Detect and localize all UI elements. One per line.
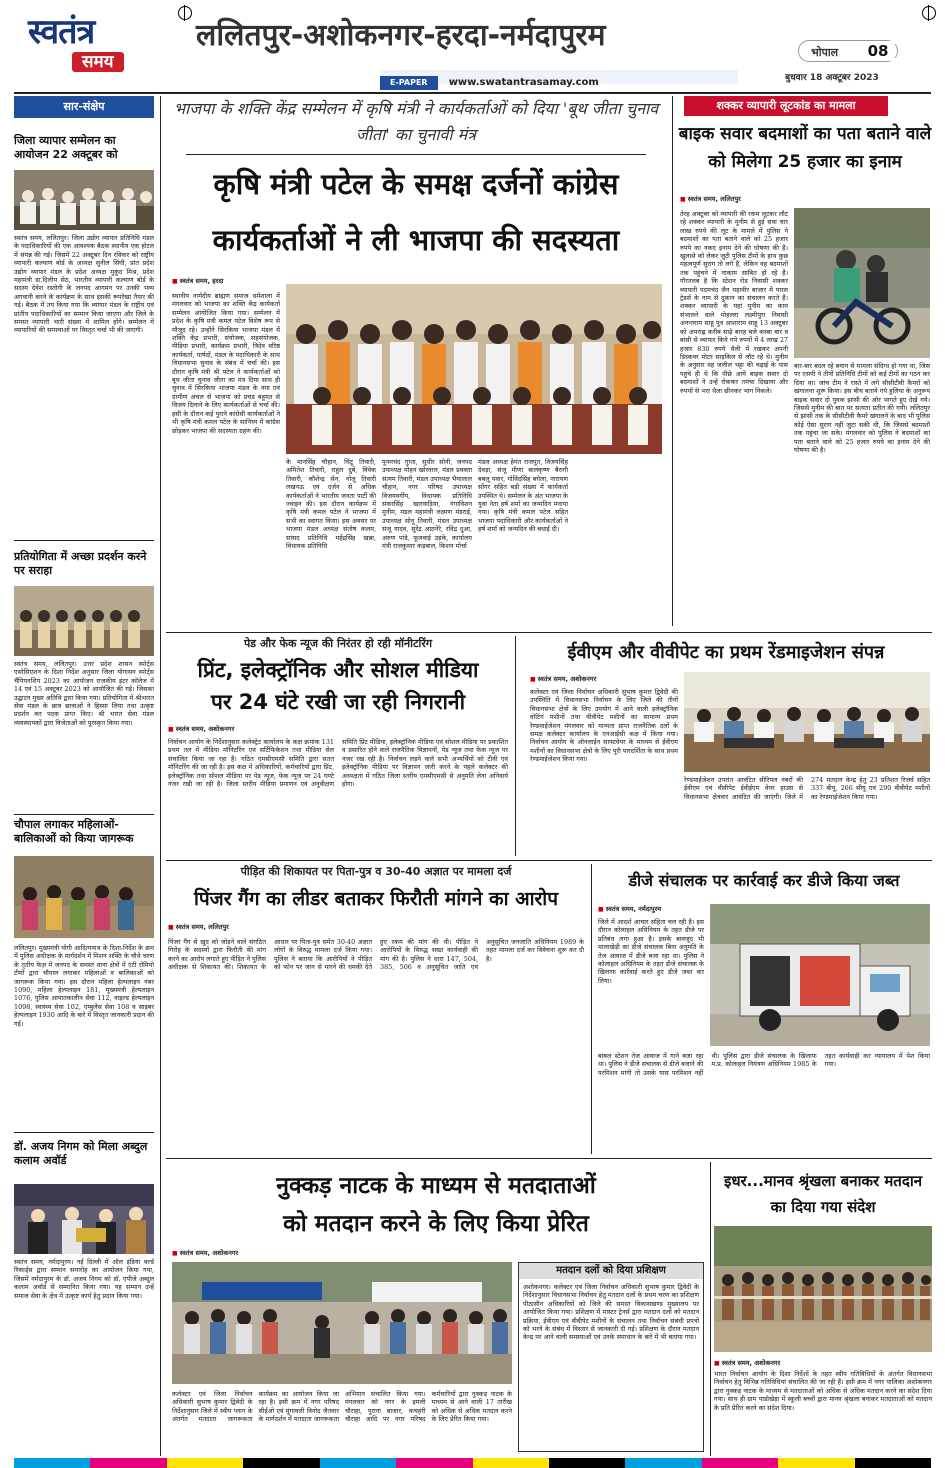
pizar-body: पिंजर गैंग से खुद को जोड़ने वाले संगठित गिरोह के सदस्यों द्वारा फिरौती की मांग करने का आरोप लगाते हुए पीड़ित ने पुलिस अधीक्षक से शिकायत की। शिकायत के आधार पर पिता-पुत्र समेत 30-40 अज्ञात लोगों के विरुद्ध मामला दर्ज किया गया। पुलिस ने बताया कि आरोपियों ने पीड़ित को फोन पर जान से मारने की धमकी देते हुए रकम की मांग की थी। पीड़ित ने आरोपियों के विरुद्ध सख्त कार्यवाही की मांग की है। पुलिस ने धारा 147, 504, 385, 506 व अनुसूचित जाति एवं अनुसूचित जनजाति अधिनियम 1989 के तहत मामला दर्ज कर विवेचना शुरू कर दी है। <box>168 938 584 972</box>
sidebar-item-body: स्वतंत्र समय, ललितपुर। जिला उद्योग व्यापार प्रतिनिधि मंडल के पदाधिकारियों की एक आवश्यक बैठक स्थानीय एक होटल में संपन्न की गई। जिसमें 22 अक्टूबर दिन रविवार को राष्ट्रीय व्यापारी कल्याण बोर्ड के अध्यक्ष सुनील सिंघी, प्रांत प्रदेश उद्योग व्यापार मंडल के प्रदेश अध्यक्ष मुकुंद मिश्र, प्रदेश महामंत्री डा.दिलीप सेठ, भारतीय व्यापारी कल्याण बोर्ड के सदस्य देवेश रस्तोगी के जनपद आगमन पर उनकी भव्य अगवानी करने के कार्यक्रम के साथ इसकी रूपरेखा तैयार की गई। बैठक में तय किया गया कि व्यापार मंडल के राष्ट्रीय एवं प्रांतीय पदाधिकारियों का सम्मान किया जाएगा और जिले के समस्त व्यापारी भारी संख्या में शामिल होंगे। सम्मेलन में व्यापारियों की समस्याओं पर विस्तृत चर्चा भी की जाएगी। <box>14 234 154 335</box>
evm-photo <box>684 672 930 772</box>
color-swatch <box>702 1458 778 1468</box>
reward-photo <box>794 208 930 358</box>
sidebar-photo-yoga <box>14 586 154 656</box>
color-swatch <box>855 1458 931 1468</box>
section-rule <box>166 860 932 861</box>
sidebar-divider <box>14 814 154 815</box>
sidebar-divider <box>14 1132 154 1133</box>
logo <box>28 12 168 82</box>
sidebar-item-body: स्वतंत्र समय, ललितपुर। उत्तर प्रदेश शासन स्पोर्ट्स एसोसिएशन के दिशा निर्देश अनुसार जिला योगासन स्पोर्ट्स चैंपियनशिप 2023 का आयोजन राजकीय इंटर कॉलेज में 14 एवं 15 अक्टूबर 2023 को आयोजित की गई। जिसका उद्घाटन मुख्य अतिथि द्वारा किया गया। प्रतियोगिता में श्रीभारत सेवा मंडल के छात्र छात्राओं ने हिस्सा लिया तथा उत्कृष्ट प्रदर्शन कर पदक प्राप्त किए। श्री भारत सेवा मंडल व्यवस्थापकों द्वारा विजेताओं को पुरस्कृत किया गया। <box>14 660 154 727</box>
lead-column-4: मंडल अध्यक्ष हेमंत राजपूत, विजयसिंह देवड़ा, संजू मीणा बालकृष्ण बैरागी बबलू पवार, गोविंदसिंह बघेला, नारायण सोंगर सहित बड़ी संख्या में कार्यकर्ता उपस्थित थे। सम्मेलन के अंत भाजपा के युवा नेता हर्ष शर्मा का जन्मदिन मनाया गया। कृषि मंत्री कमल पटेल सहित भाजपा पदाधिकारी और कार्यकर्ताओं ने हर्ष शर्मा को जन्मदिन की बधाई दी। <box>478 458 568 534</box>
page-number: 08 <box>861 41 895 61</box>
color-swatch <box>778 1458 854 1468</box>
training-box <box>518 1262 704 1452</box>
column-divider <box>160 96 161 1456</box>
sidebar-photo-chaupal <box>14 856 154 938</box>
street-play-story <box>166 1162 706 1456</box>
edition-title: ललितपुर-अशोकनगर-हरदा-नर्मदापुरम <box>196 18 606 53</box>
pizar-kicker: पीड़ित की शिकायत पर पिता-पुत्र व 30-40 अज्ञात पर मामला दर्ज <box>240 865 512 878</box>
masthead-rule <box>14 92 931 94</box>
students-human-chain-photo-icon <box>714 1226 932 1352</box>
dj-headline: डीजे संचालक पर कार्रवाई कर डीजे किया जब्त <box>628 871 900 890</box>
epaper-label: E-PAPER <box>380 76 438 90</box>
color-calibration-bar <box>14 1458 931 1468</box>
page-info <box>798 40 898 62</box>
color-swatch <box>14 1458 90 1468</box>
lead-headline-line2: कार्यकर्ताओं ने ली भाजपा की सदस्यता <box>212 223 620 257</box>
color-swatch <box>473 1458 549 1468</box>
sidebar-item-title: चौपाल लगाकर महिलाओं-बालिकाओं को किया जागरूक <box>14 818 134 845</box>
meeting-photo-icon <box>14 170 154 230</box>
sidebar-photo-award <box>14 1184 154 1254</box>
color-swatch <box>320 1458 396 1468</box>
color-swatch <box>90 1458 166 1468</box>
monitoring-body: निर्वाचन आयोग के निर्देशानुसार कलेक्ट्रेट कार्यालय के कक्ष क्रमांक 131 प्रथम तल में मीडिया मॉनिटरिंग एवं सर्टिफिकेशन तथा मीडिया सेल संचालित किया जा रहा है। गठित एमसीएमसी समिति द्वारा सतत मॉनिटरिंग की जा रही है। इस कक्ष में अधिकारियों, कर्मचारियों द्वारा प्रिंट, इलेक्ट्रॉनिक तथा सोशल मीडिया पर पेड न्यूज, फेक न्यूज पर 24 घण्टे नजर रखी जा रही है। जिला स्तरीय मीडिया प्रमाणन एवं अनुवीक्षण समिति प्रिंट मीडिया, इलेक्ट्रॉनिक मीडिया एवं सोशल मीडिया पर प्रकाशित व प्रसारित होने वाले राजनैतिक विज्ञापनों, पेड न्यूज तथा फेक न्यूज पर नजर रख रही है। निर्वाचन लड़ने वाले सभी अभ्यर्थियों को टीवी एवं इलेक्ट्रॉनिक मीडिया पर विज्ञापन जारी करने के पहले कलेक्टर की अध्यक्षता में गठित जिला स्तरीय एमसीएमसी से अनुमति लेना अनिवार्य होगा। <box>168 738 508 789</box>
dj-body-2: बाबल स्टेशन तेज आवाज में गाने बजा रहा था। पुलिस ने डीजे संचालक से डीजे बजाने की परमिशन मांगी तो उसके पास परमिशन नहीं थी। पुलिस द्वारा डीजे संचालक के खिलाफ म.प्र. कोलाहल नियंत्रण अधिनियम 1985 के तहत कार्यवाही कर न्यायालय में पेश किया गया। <box>598 1052 930 1077</box>
lead-column-2: के मानसिंह चौहान, चिंटू तिवारी, अमितेश तिवारी, राहुल दुबे, विवेक तिवारी, कौशेन्द्र सेन, गोलू तिवारी लखनऊ एवं दर्जन से अधिक कार्यकर्ताओं ने भारतीय जनता पार्टी की ज्वाइन की। इस दौरान कार्यक्रम में कृषि मंत्री कमल पटेल ने भाजपा में सभी का स्वागत किया। इस अवसर पर भाजपा मंडल अध्यक्ष संतोष कलम, सांसद प्रतिनिधि महेंद्रसिंह खन्ना, विधायक प्रतिनिधि <box>286 458 376 551</box>
pizar-byline: ■ स्वतंत्र समय, ललितपुर <box>168 922 229 931</box>
issue-date: बुधवार 18 अक्टूबर 2023 <box>785 73 879 83</box>
training-title: मतदान दलों को दिया प्रशिक्षण <box>519 1263 703 1279</box>
monitoring-headline-line2: पर 24 घंटे रखी जा रही निगरानी <box>210 690 466 714</box>
pizar-story <box>166 864 586 1154</box>
sidebar-item-body: स्वतंत्र समय, नर्मदापुरम। नई दिल्ली में ऑल इंडिया वर्ल्ड रिकार्ड्स द्वारा सम्मान समारोह का आयोजन किया गया, जिसमें नर्मदापुरम के डॉ. अजय निगम को डॉ. एपीजे अब्दुल कलाम अवॉर्ड से सम्मानित किया गया। यह सम्मान उन्हें समाज सेवा के क्षेत्र में उत्कृष्ट कार्य हेतु प्रदान किया गया। <box>14 1258 154 1300</box>
website-link[interactable]: www.swatantrasamay.com <box>448 77 599 88</box>
evm-body-2: रेण्डमाईजेशन उपरांत आवंटित सीरियल नंबरों की ईवीएम एवं वीवीपेट ईवीईएम वेयर हाउस से विधानसभा क्षेत्रवार आवंटित की जाएंगी। जिले में 274 मतदान केन्द्र हेतु 23 प्रतिशत रिजर्व सहित 337 बीयू, 266 सीयू एवं 290 वीवीपेट मशीनों का रेण्डमाईजेशन किया गया। <box>684 776 930 801</box>
color-swatch <box>243 1458 319 1468</box>
color-swatch <box>549 1458 625 1468</box>
sidebar <box>14 96 154 1456</box>
officials-meeting-photo-icon <box>684 672 930 772</box>
women-gathering-photo-icon <box>14 856 154 938</box>
human-chain-headline: इधर...मानव श्रृंखला बनाकर मतदान का दिया गया संदेश <box>723 1172 923 1216</box>
reward-headline: बाइक सवार बदमाशों का पता बताने वाले को मिलेगा 25 हजार का इनाम <box>678 124 932 172</box>
sidebar-item-body: ललितपुर। मुख्यमंत्री योगी आदित्यनाथ के दिशा-निर्देश के क्रम में पुलिस अधीक्षक के मार्गदर्शन में मिशन शक्ति के चौथे चरण के तृतीय फेज़ में जनपद के समस्त थाना क्षेत्रों में एंटी रोमियो टीमों द्वारा चौपाल लगाकर महिलाओं व बालिकाओं को जागरूक किया गया। इस दौरान महिला हेल्पलाइन नंबर 1090, महिला हेल्पलाइन 181, मुख्यमंत्री हेल्पलाइन 1076, पुलिस आपातकालीन सेवा 112, वाइल्ड हेल्पलाइन 1098, स्वास्थ्य सेवा 102, एम्बुलेंस सेवा 108 व साइबर हेल्पलाइन 1930 आदि के बारे में विस्तृत जानकारी प्रदान की गई। <box>14 944 154 1028</box>
monitoring-byline: ■ स्वतंत्र समय, अशोकनगर <box>168 724 234 733</box>
dj-byline: ■ स्वतंत्र समय, नर्मदापुरम <box>598 904 661 913</box>
column-divider <box>515 636 516 856</box>
column-divider <box>710 1162 711 1456</box>
evm-byline: ■ स्वतंत्र समय, अशोकनगर <box>530 674 596 683</box>
street-play-crowd-photo-icon <box>172 1262 512 1384</box>
epaper-bar <box>380 70 738 88</box>
evm-headline: ईवीएम और वीवीपेट का प्रथम रेंडमाइजेशन संपन्न <box>567 642 885 663</box>
street-play-byline: ■ स्वतंत्र समय, अशोकनगर <box>172 1248 238 1257</box>
monitoring-story <box>166 636 510 856</box>
street-play-photo <box>172 1262 512 1384</box>
masthead <box>0 0 945 92</box>
students-photo-icon <box>14 586 154 656</box>
sidebar-section-label: सार-संक्षेप <box>14 96 154 118</box>
color-swatch <box>625 1458 701 1468</box>
cctv-bike-photo-icon <box>794 208 930 358</box>
lead-headline-line1: कृषि मंत्री पटेल के समक्ष दर्जनों कांग्रेस <box>213 167 619 201</box>
street-play-body: कलेक्टर एवं जिला निर्वाचन अधिकारी सुभाष कुमार द्विवेदी के निर्देशानुसार जिले में स्वीप प्लान के अंतर्गत मतदाता जागरूकता कार्यक्रम का आयोजन किया जा रहा है। इसी क्रम में नगर परिषद सीईओ एवं मुंगावली विनोद जैतवार के मार्गदर्शन में मतदाता जागरूकता अभियान संचालित किया गया। मंगलवार को नगर के इमली चौराहा, पुराना बाजार, कचहरी चौराहा आदि पर नगर परिषद कर्मचारियों द्वारा नुक्कड़ नाटक के माध्यम से आने वाली 17 तारीख को अधिक से अधिक मतदान करने के लिए प्रेरित किया गया। <box>172 1390 512 1424</box>
lead-story <box>166 96 666 626</box>
sidebar-item-title: प्रतियोगिता में अच्छा प्रदर्शन करने पर सराहा <box>14 550 147 577</box>
dj-photo <box>710 904 930 1046</box>
logo-bottom: समय <box>72 52 124 72</box>
monitoring-headline-line1: प्रिंट, इलेक्ट्रॉनिक और सोशल मीडिया <box>197 658 479 682</box>
evm-story <box>520 636 932 856</box>
color-swatch <box>396 1458 472 1468</box>
sidebar-divider <box>14 540 154 541</box>
registration-mark-icon <box>922 6 936 20</box>
training-body: अशोकनगर। कलेक्टर एवं जिला निर्वाचन अधिकारी सुभाष कुमार द्विवेदी के निर्देशानुसार विधानसभा निर्वाचन हेतु मतदान दलों के प्रथम चरण का प्रशिक्षण पीठासीन अधिकारियों को जिले की समस्त विकासखण्ड मुख्यालय पर आयोजित किया गया। प्रशिक्षण में मास्टर ट्रेनर्स द्वारा मतदान दलों को मतदान प्रक्रिया, ईवीएम एवं वीवीपेट मशीनों के संचालन तथा निर्वाचन संबंधी प्रपत्रों को भरने के संबंध में विस्तार से जानकारी दी गई। प्रशिक्षण के दौरान मतदान केन्द्र पर आने वाली समस्याओं एवं उनके समाधान के बारे में भी बताया गया। <box>523 1283 699 1342</box>
kicker-rule <box>186 154 646 155</box>
sidebar-photo-meeting <box>14 170 154 230</box>
sidebar-item-title: जिला व्यापार सम्मेलन का आयोजन 22 अक्टूबर को <box>14 134 118 161</box>
human-chain-story <box>714 1162 932 1456</box>
city-label: भोपाल <box>811 46 839 59</box>
reward-body-2: बार-बार बदल रहे बयान से मामला संदिग्ध हो गया था, जिस पर एसपी ने तीनों प्रतिनिधि टीमों को कई टीमों का गठन कर दिया था। जांच टीम ने रास्ते में लगे सीसीटीवी कैमरों को खंगालना शुरू किया। इस बीच बताये गये हुलिया के अनुरूप बाइक सवार दो युवक झांसी की ओर भागते हुए देखे गये। जिससे मुनीम की बात पर सत्यता प्रतीत की गयी। ललितपुर से झांसी तक के सीसीटीवी कैमरे खंगालने के बाद भी पुलिस कोई ऐसा सुराग नहीं जुटा सकी थी, कि जिससे बदमाशों तक पहुंचा जा सके। मंगलवार को पुलिस ने बदमाशों का पता बताने वाले को 25 हजार रुपये का इनाम देने की घोषणा की है। <box>794 362 930 455</box>
registration-mark-icon <box>178 6 192 20</box>
sidebar-item-title: डॉ. अजय निगम को मिला अब्दुल कलाम अवॉर्ड <box>14 1140 148 1167</box>
column-divider <box>672 96 673 626</box>
monitoring-kicker: पेड और फेक न्यूज की निरंतर हो रही मॉनीटरिंग <box>243 637 433 650</box>
dj-story <box>596 864 932 1154</box>
section-rule <box>166 1158 932 1159</box>
lead-column-1: स्थानीय नार्मदीय ब्राह्मण समाज धर्मशाला में मंगलवार को भाजपा का शक्ति केंद्र कार्यकर्ता सम्मेलन आयोजित किया गया। सम्मेलन में प्रदेश के कृषि मंत्री कमल पटेल विशेष रूप से मौजूद रहे। उन्होंने सिरकिया भाजपा मंडल में शक्ति केंद्र प्रभारी, संयोजक, सहसंयोजक, मीडिया प्रभारी, कार्यक्रम प्रभारी, त्रिदेव वरिष्ठ कार्यकर्ता, पार्षदों, मंडल के पदाधिकारी के साथ विधानसभा चुनाव के संबंध में चर्चा की। इस दौरान कृषि मंत्री श्री पटेल ने कार्यकर्ताओं को बूथ जीता चुनाव जीता का मंत्र दिया साथ ही चुनाव में सिरकिया भाजपा मंडल के नया एवं ग्रामीण अंचल से भाजपा को प्रचंड बहुमत से विजय दिलाने के लिए कार्यकर्ताओं से चर्चा की। इसी के दौरान कई पुराने कांग्रेसी कार्यकर्ताओं ने भी कृषि मंत्री कमल पटेल के सानिध्य में कांग्रेस छोड़कर भाजपा की सदस्यता ग्रहण की। <box>172 292 280 435</box>
lead-byline: ■ स्वतंत्र समय, हरदा <box>172 276 224 285</box>
street-play-headline-line2: को मतदान करने के लिए किया प्रेरित <box>283 1211 589 1237</box>
reward-byline: ■ स्वतंत्र समय, ललितपुर <box>680 194 741 203</box>
color-swatch <box>167 1458 243 1468</box>
section-rule <box>166 632 932 633</box>
award-ceremony-photo-icon <box>14 1184 154 1254</box>
dj-body: जिले में आदर्श आचार संहिता चल रही है। इस दौरान कोलाहल अधिनियम के तहत डीजे पर प्रतिबंध लगा हुआ है। इसके बावजूद भी मालाखेड़ी का डीजे संचालक बिना अनुमति के तेज आवाज में डीजे बजा रहा था। पुलिस ने कोलाहल अधिनियम के तहत डीजे संचालक के खिलाफ कार्रवाई करते हुए डीजे जब्त कर लिया। <box>598 918 704 985</box>
human-chain-byline: ■ स्वतंत्र समय, अशोकनगर <box>714 1358 780 1367</box>
lead-kicker: भाजपा के शक्ति केंद्र सम्मेलन में कृषि मंत्री ने कार्यकर्ताओं को दिया 'बूथ जीता चुनाव जीता' का चुनावी मंत्र <box>173 99 659 144</box>
logo-top: स्वतंत्र <box>28 12 95 52</box>
reward-story <box>678 96 932 626</box>
party-workers-group-photo-icon <box>286 284 662 454</box>
lead-column-3: पूनमचंद गुप्ता, सुधीर सोनी, जनपद उपाध्यक्ष मोहन खोरवाल, मंडल प्रवक्ता सत्यम तिवारी, मंडल उपाध्यक्ष भैयालाल चौहान, नगर परिषद उपाध्यक्ष विजयवर्गीय, विधायक प्रतिनिधि संकरसिंह खारवाड़िया, गंगाविशन मुनीम, मंडल महामंत्री लक्ष्मण मंडराई, उपाध्यक्ष सोनू तिवारी, मंडल उपाध्यक्ष संजू यादव, सुरेंद्र आठनेरे, रविंद्र दुआ, अरुण पांडे, फूलवाई उड़के, कार्यालय मंत्री राजकुमार कड़बाल, किशन मोर्चा <box>382 458 472 551</box>
column-divider <box>591 864 592 1154</box>
evm-body: कलेक्टर एवं जिला निर्वाचन अधिकारी सुभाष कुमार द्विवेदी की उपस्थिति में विधानसभा निर्वाचन के लिए जिले की तीनों विधानसभा क्षेत्रों के लिए उपयोग में आने वाली इलेक्ट्रॉनिक वोटिंग मशीनों तथा वीवीपेट मशीनों का सामान्य प्रथम रेण्डमाईजेशन मंगलवार को मान्यता प्राप्त राजनैतिक दलों के समक्ष कलेक्टर कार्यालय के एनआईसी कक्ष में किया गया। निर्वाचन आयोग के ऑनलाईन साफ्टवेयर के माध्यम से ईवीएम मशीनों का विधानसभा क्षेत्रों के लिए पूरी पारदर्शिता के साथ प्रथम रेण्डमाईजेशन किया गया। <box>530 688 678 764</box>
reward-kicker: शक्कर व्यापारी लूटकांड का मामला <box>684 96 888 116</box>
dj-vehicle-photo-icon <box>710 904 930 1046</box>
human-chain-photo <box>714 1226 932 1352</box>
lead-photo <box>286 284 662 454</box>
human-chain-body: भारत निर्वाचन आयोग के दिशा निर्देशों के तहत स्वीप गतिविधियों के अंतर्गत विधानसभा निर्वाचन हेतु विभिन्न गतिविधियां संचालित की जा रही हैं। इसी क्रम में नगर पालिका अशोकनगर द्वारा नुक्कड़ नाटक के माध्यम से मतदाताओं को अधिक से अधिक मतदान करने का संदेश दिया गया। साथ ही ग्राम पाडोखेड़ा में स्कूली बच्चों द्वारा मानव श्रृंखला बनाकर मतदाताओं को मतदान के प्रति प्रेरित करने का संदेश दिया। <box>714 1370 932 1412</box>
street-play-headline-line1: नुक्कड़ नाटक के माध्यम से मतदाताओं <box>276 1173 596 1199</box>
reward-body: तेरह अक्टूबर को व्यापारी की रकम लूटकर लौट रहे शक्कर व्यापारी के मुनीम से हुई सवा चार लाख रुपये की लूट के मामले में पुलिस ने बदमाशों का पता बताने वाले को 25 हजार रुपये का नकद इनाम देने की घोषणा की है। खुलासे को लेकर जुटी पुलिस टीमों के हाथ कुछ महत्वपूर्ण सुराग तो लगे हैं, लेकिन वह बदमाशों तक पहुंचने में नाकाम साबित हो रहे हैं। गौरतलब है कि स्टेशन रोड निवासी शक्कर व्यापारी पदमचंद जैन महावीर बाजार में पारस ट्रेडर्स के नाम से दुकान का संचालन करते हैं। शक्कर व्यापारी के यहां मुनीम का काम संभालने वाले मोहल्ला लक्ष्मीपुरा निवासी अनन्तराम साहू पुत्र आशाराम साहू 13 अक्टूबर को अपराह्न करीब साढ़े बारह बजे कस्बा बार व बांसी से व्यापार किये गये रुपयों में 4 लाख 27 हजार 830 रुपये थैली में रखकर अपनी डिस्कवर मोटर साइकिल से लौट रहे थे। मुनीम के अनुसार वह जलील भट्टा की चढ़ाई के पास पहुंचे ही थे कि पीछे आये बाइक सवार दो बदमाशों ने उन्हें रोककर तमंचा दिखाया और रुपयों से भरा थैला छीनकर भाग निकले। <box>680 210 788 395</box>
pizar-headline: पिंजर गैंग का लीडर बताकर फिरौती मांगने का आरोप <box>193 888 559 910</box>
